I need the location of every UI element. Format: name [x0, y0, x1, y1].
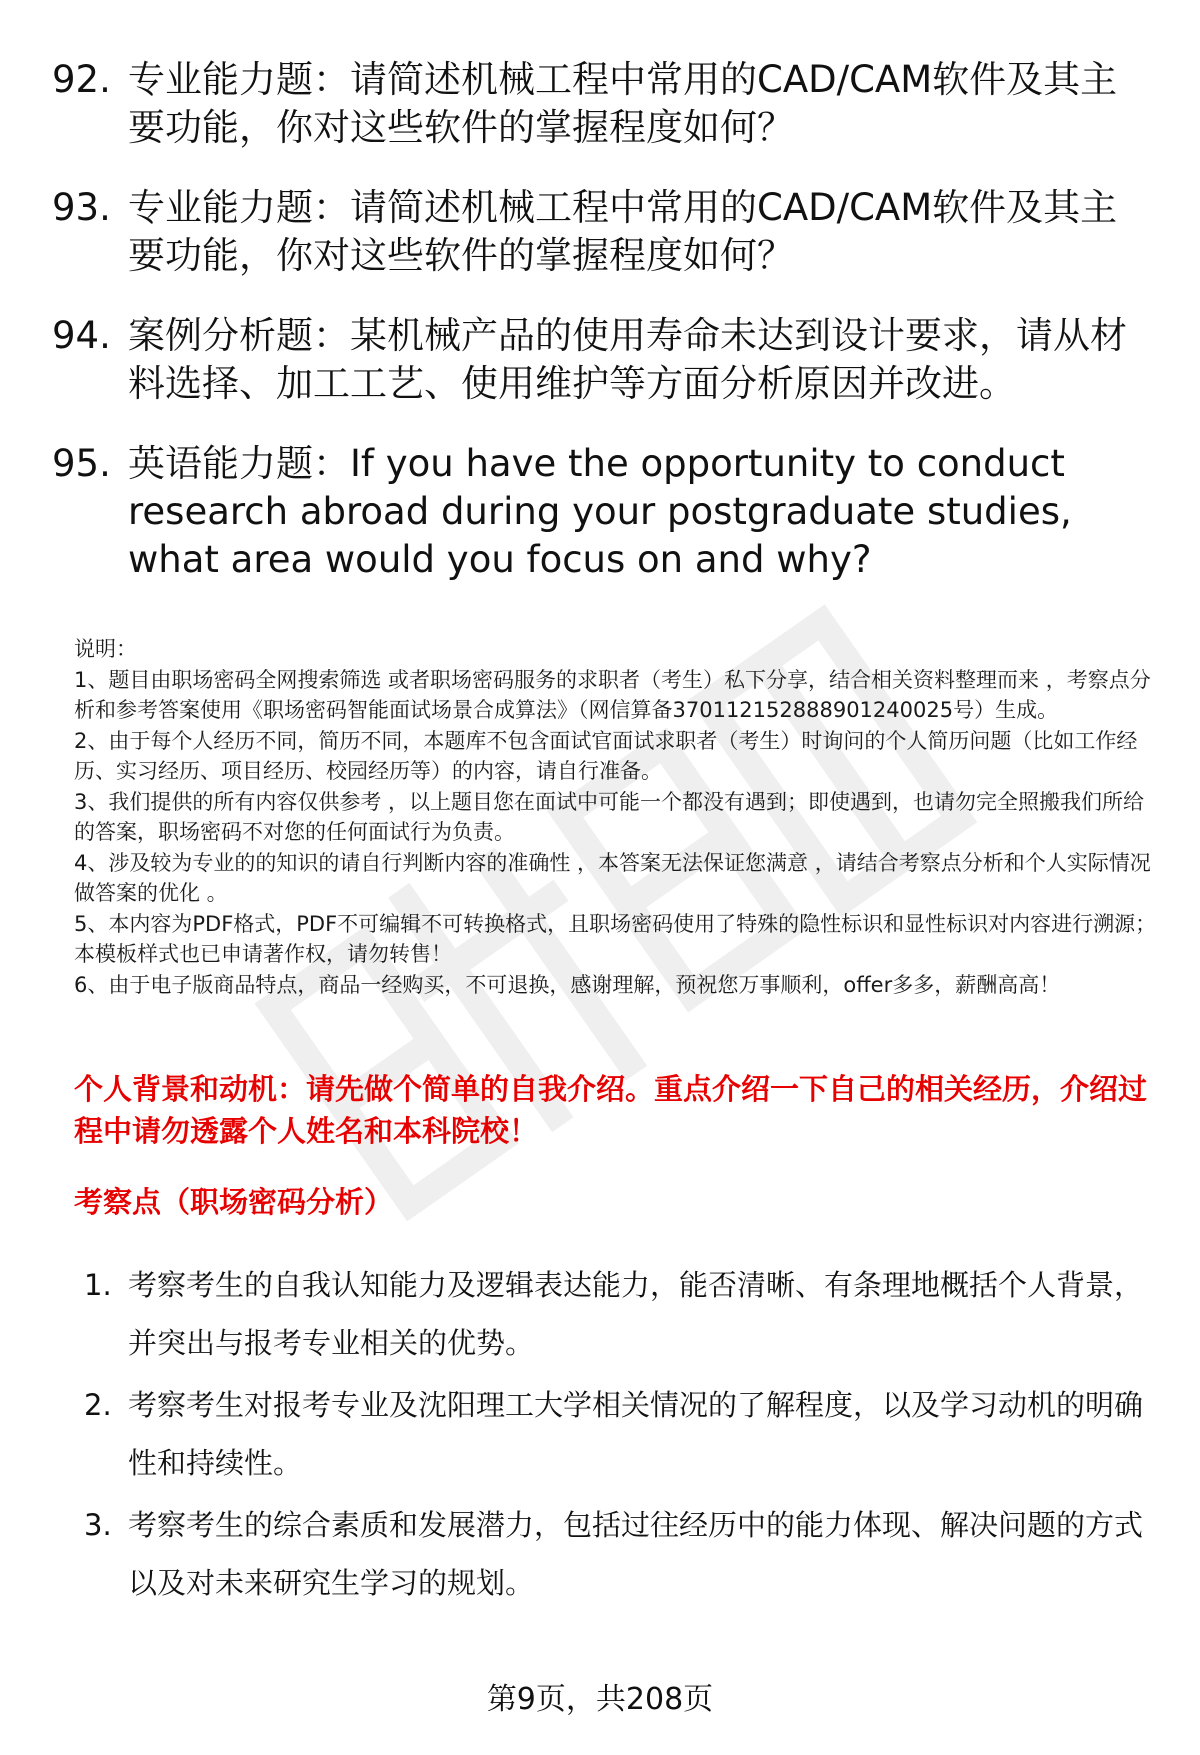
- note-item: 6、由于电子版商品特点，商品一经购买，不可退换，感谢理解，预祝您万事顺利，offer多多，薪酬高高！: [74, 972, 1061, 997]
- point-text: 考察考生的综合素质和发展潜力，包括过往经历中的能力体现、解决问题的方式以及对未来研究生学习的规划。: [128, 1508, 1144, 1600]
- question-text: 专业能力题：请简述机械工程中常用的CAD/CAM软件及其主要功能，你对这些软件的掌握程度如何？: [128, 58, 1118, 149]
- analysis-subheading: 考察点（职场密码分析）: [74, 1185, 394, 1219]
- analysis-point: [84, 1376, 1164, 1492]
- question-text: 专业能力题：请简述机械工程中常用的CAD/CAM软件及其主要功能，你对这些软件的掌握程度如何？: [128, 186, 1118, 277]
- question-item: [52, 184, 1152, 280]
- question-number: 92.: [52, 58, 111, 101]
- analysis-point: [84, 1256, 1164, 1372]
- analysis-point: [84, 1496, 1164, 1612]
- note-item: 2、由于每个人经历不同，简历不同，本题库不包含面试官面试求职者（考生）时询问的个人简历问题（比如工作经历、实习经历、项目经历、校园经历等）的内容，请自行准备。: [74, 728, 1138, 783]
- section-heading: 个人背景和动机：请先做个简单的自我介绍。重点介绍一下自己的相关经历，介绍过程中请勿透露个人姓名和本科院校！: [74, 1072, 1148, 1148]
- note-item: 4、涉及较为专业的的知识的请自行判断内容的准确性 ，本答案无法保证您满意 ，请结合考察点分析和个人实际情况做答案的优化 。: [74, 850, 1151, 905]
- point-text: 考察考生的自我认知能力及逻辑表达能力，能否清晰、有条理地概括个人背景，并突出与报考专业相关的优势。: [128, 1268, 1144, 1360]
- note-item: 3、我们提供的所有内容仅供参考 ，以上题目您在面试中可能一个都没有遇到；即使遇到，也请勿完全照搬我们所给的答案，职场密码不对您的任何面试行为负责。: [74, 789, 1145, 844]
- point-text: 考察考生对报考专业及沈阳理工大学相关情况的了解程度，以及学习动机的明确性和持续性。: [128, 1388, 1144, 1480]
- note-item: 1、题目由职场密码全网搜索筛选 或者职场密码服务的求职者（考生）私下分享，结合相关资料整理而来 ，考察点分析和参考答案使用《职场密码智能面试场景合成算法》（网信算备370112152888901240025号）生成。: [74, 667, 1151, 722]
- question-number: 95.: [52, 442, 111, 485]
- point-number: 3.: [84, 1508, 112, 1542]
- question-item: [52, 56, 1152, 152]
- question-number: 94.: [52, 314, 111, 357]
- question-text: 英语能力题：If you have the opportunity to conduct research abroad during your postgraduate studies, what area would you focus on and why?: [128, 442, 1072, 581]
- note-item: 5、本内容为PDF格式，PDF不可编辑不可转换格式，且职场密码使用了特殊的隐性标识和显性标识对内容进行溯源；本模板样式也已申请著作权，请勿转售！: [74, 911, 1157, 966]
- point-number: 2.: [84, 1388, 112, 1422]
- question-number: 93.: [52, 186, 111, 229]
- point-number: 1.: [84, 1268, 112, 1302]
- question-item: [52, 312, 1152, 408]
- question-list: [52, 56, 1152, 616]
- question-item: [52, 440, 1152, 584]
- notes-title: 说明：: [74, 637, 137, 661]
- notes-section: [74, 634, 1164, 1000]
- analysis-point-list: [84, 1256, 1164, 1616]
- page-footer: 第9页，共208页: [486, 1682, 714, 1717]
- question-text: 案例分析题：某机械产品的使用寿命未达到设计要求，请从材料选择、加工工艺、使用维护等方面分析原因并改进。: [128, 314, 1127, 405]
